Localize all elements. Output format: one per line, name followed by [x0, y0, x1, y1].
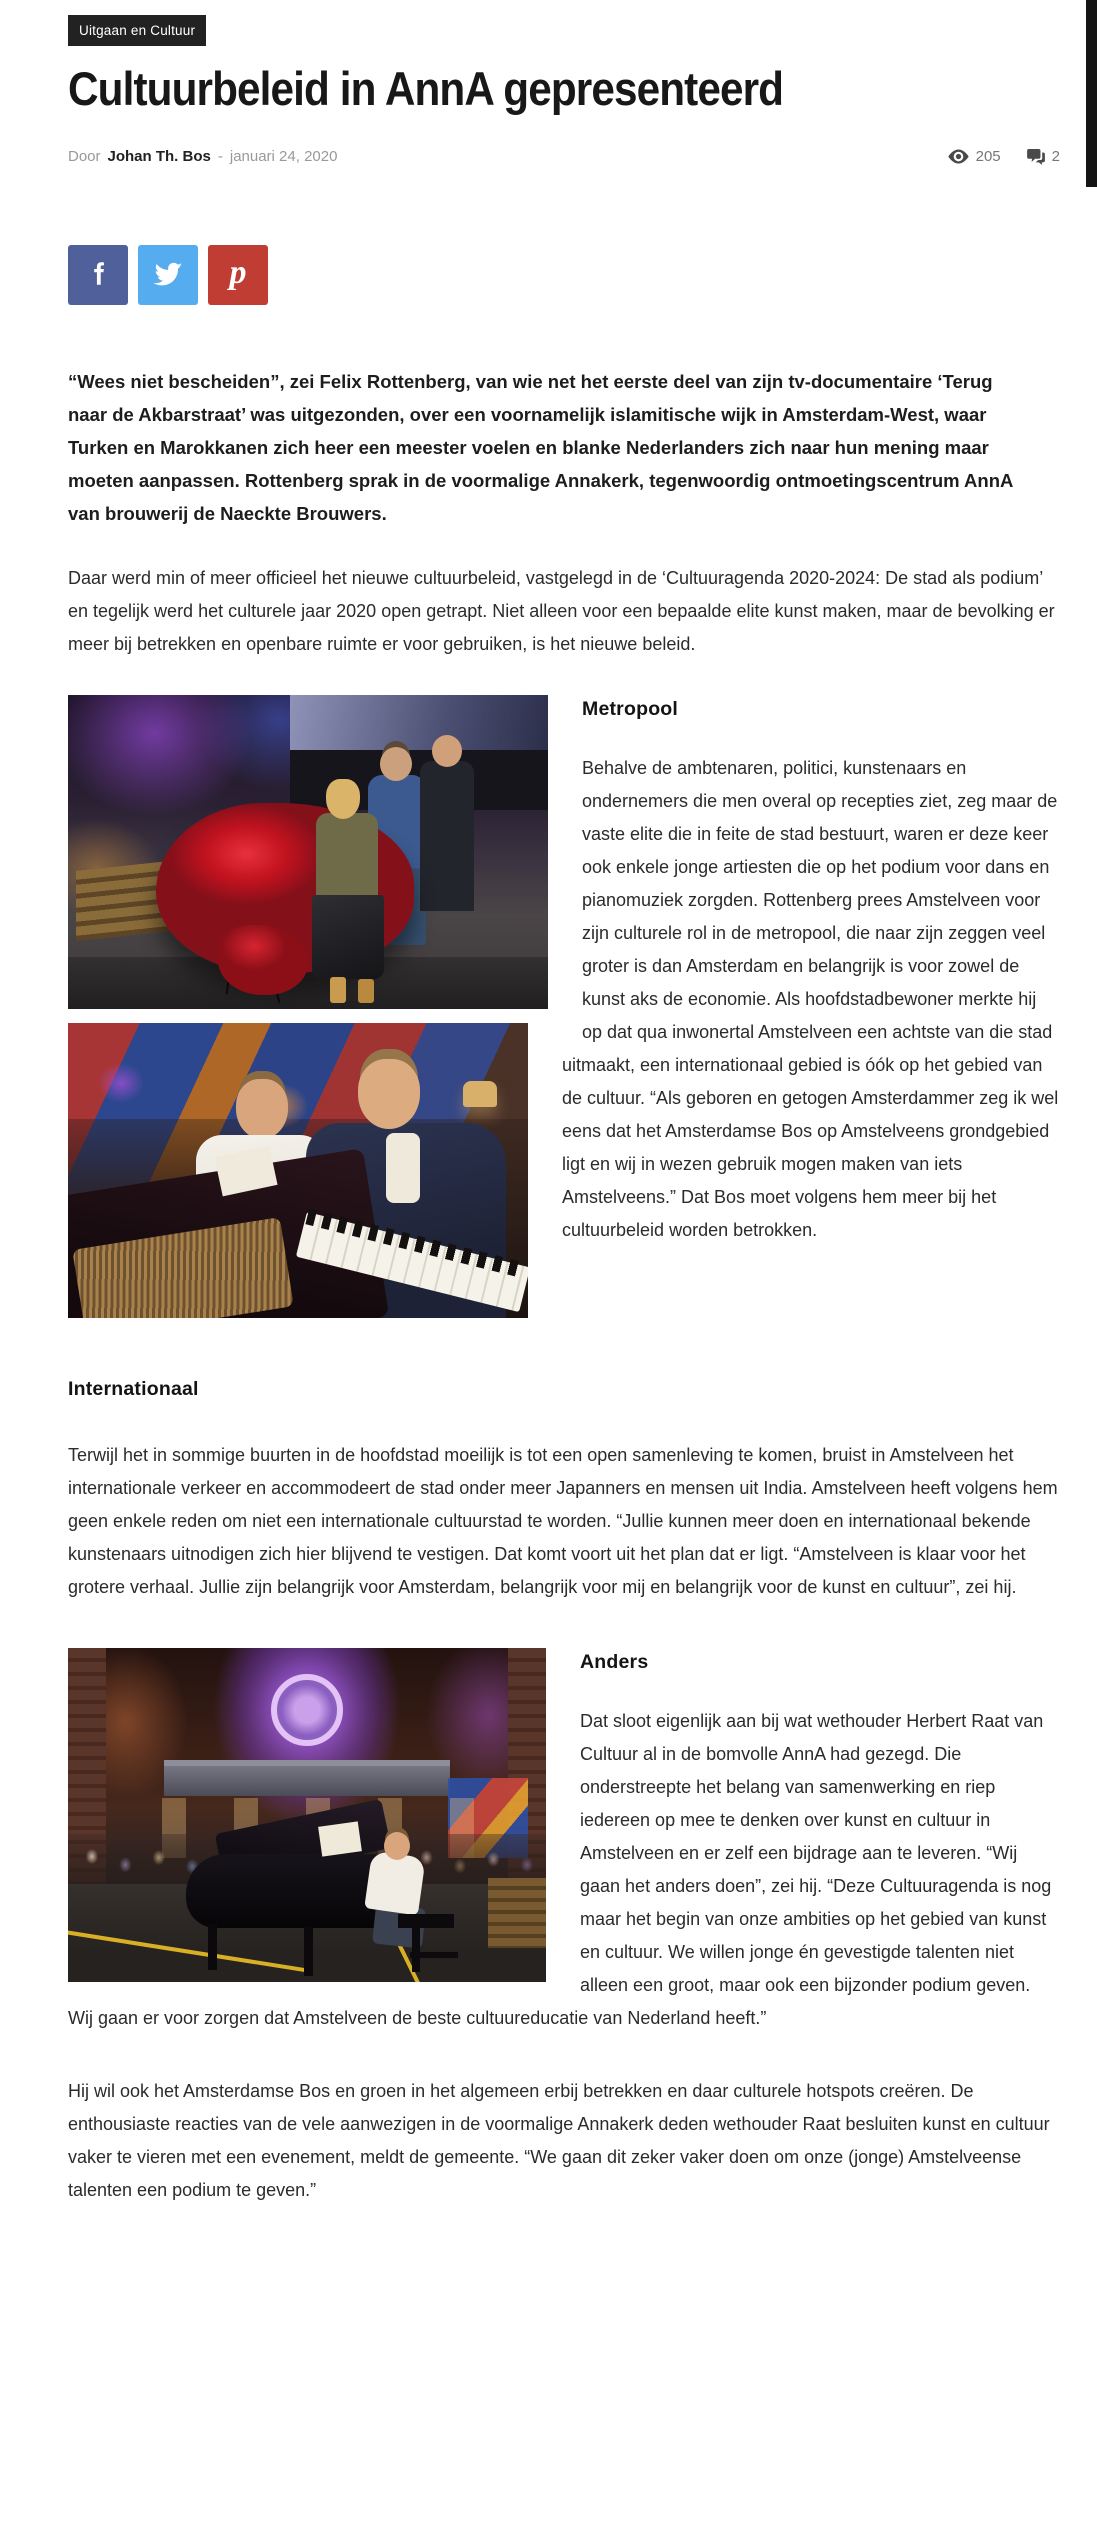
twitter-share-button[interactable]	[138, 245, 198, 305]
intro-paragraph: “Wees niet bescheiden”, zei Felix Rottenberg, van wie net het eerste deel van zijn tv-documentaire ‘Terug naar de Akbarstraat’ was uitgezonden, over een voornamelijk islamitische wijk in Amsterdam-West, waar Turken en Marokkanen zich heer een meester voelen en blanke Nederlanders zich naar hun mening maar moeten aanpassen. Rottenberg sprak in de voormalige Annakerk, tegenwoordig ontmoetingscentrum AnnA van brouwerij de Naeckte Brouwers.	[68, 371, 1013, 525]
scrollbar-thumb[interactable]	[1086, 0, 1097, 187]
image-piano	[186, 1854, 386, 1928]
category-badge[interactable]: Uitgaan en Cultuur	[68, 15, 206, 46]
image-detail	[488, 1878, 546, 1948]
section-heading-anders: Anders	[580, 1651, 649, 1674]
closing-paragraph: Hij wil ook het Amsterdamse Bos en groen in het algemeen erbij betrekken en daar culturele hotspots creëren. De enthousiaste reacties van de vele aanwezigen in de voormalige Annakerk deden wethouder Raat besluiten kunst en cultuur vaker te vieren met een evenement, meldt de gemeente. “We gaan dit zeker vaker doen om onze (jonge) Amstelveense talenten een podium te geven.”	[68, 2081, 1050, 2201]
page-title	[68, 63, 1060, 115]
byline-prefix: Door	[68, 148, 101, 166]
image-detail	[290, 695, 548, 753]
views-stat	[948, 148, 1001, 165]
image-detail	[358, 979, 374, 1003]
pinterest-share-button[interactable]	[208, 245, 268, 305]
comments-stat[interactable]	[1027, 148, 1060, 165]
image-person	[364, 1851, 426, 1916]
image-detail	[398, 1914, 454, 1928]
facebook-share-button[interactable]	[68, 245, 128, 305]
image-detail	[164, 1766, 450, 1796]
image-detail	[318, 1822, 362, 1857]
image-detail	[463, 1081, 497, 1107]
article-image-pianist-church	[68, 1648, 546, 1982]
comment-bubbles-icon	[1027, 149, 1045, 165]
image-person	[316, 813, 378, 903]
article-image-unveiling	[68, 695, 548, 1009]
article-image-two-pianists	[68, 1023, 528, 1318]
comment-count: 2	[1051, 148, 1060, 166]
section-body-internationaal: Terwijl het in sommige buurten in de hoofdstad moeilijk is tot een open samenleving te komen, bruist in Amstelveen het internationale verkeer en accommodeert de stad onder meer Japanners en mensen uit India. Amstelveen heeft volgens hem geen enkele reden om niet een internationale cultuurstad te worden. “Jullie kunnen meer doen en internationaal bekende kunstenaars uitnodigen zich hier blijvend te vestigen. Dat komt voort uit het plan dat er ligt. “Amstelveen is klaar voor het grotere verhaal. Jullie zijn belangrijk voor Amsterdam, belangrijk voor mij en belangrijk voor de kunst en cultuur”, zei hij.	[68, 1445, 1058, 1598]
image-person	[380, 747, 412, 781]
byline	[68, 148, 1060, 165]
section-heading-internationaal: Internationaal	[68, 1378, 199, 1401]
article-stats	[948, 148, 1060, 165]
section-metropool	[68, 695, 1060, 1332]
lead-paragraph: Daar werd min of meer officieel het nieuwe cultuurbeleid, vastgelegd in de ‘Cultuuragenda 2020-2024: De stad als podium’ en tegelijk werd het culturele jaar 2020 open getrapt. Niet alleen voor een bepaalde elite kunst maken, maar de bevolking er meer bij betrekken en openbare ruimte er voor gebruiken, is het nieuwe beleid.	[68, 568, 1055, 655]
image-person	[420, 761, 474, 911]
image-person	[236, 1079, 288, 1139]
article-container	[68, 0, 1060, 2257]
eye-icon	[948, 149, 969, 164]
byline-author-group	[68, 148, 337, 165]
image-detail	[330, 977, 346, 1003]
image-person	[384, 1832, 410, 1860]
image-person	[358, 1059, 420, 1129]
image-detail	[412, 1928, 420, 1972]
image-piano	[208, 1924, 217, 1970]
twitter-bird-icon	[153, 262, 183, 288]
section-body-metropool: Behalve de ambtenaren, politici, kunstenaars en ondernemers die men overal op recepties ziet, zeg maar de vaste elite die in feite de stad bestuurt, waren er deze keer ook enkele jonge artiesten die op het podium voor dans en pianomuziek zorgden. Rottenberg prees Amstelveen voor zijn culturele rol in de metropool, die naar zijn zeggen veel groter is dan Amsterdam en belangrijk is voor zowel de kunst aks de economie. Als hoofdstadbewoner merkte hij op dat qua inwonertal Amstelveen een achtste van die stad uitmaakt, een internationaal gebied is óók op het gebied van de cultuur. “Als geboren en getogen Amsterdammer zeg ik wel eens dat het Amsterdamse Bos op Amstelveens grondgebied ligt en wij in wezen gebruik mogen maken van iets Amstelveens.” Dat Bos moet volgens hem meer bij het cultuurbeleid worden betrokken.	[562, 758, 1059, 1241]
author-link[interactable]: Johan Th. Bos	[107, 148, 211, 166]
image-detail	[98, 1063, 144, 1103]
share-buttons	[68, 245, 1060, 305]
facebook-f-icon	[85, 262, 111, 288]
image-rose-window	[271, 1674, 343, 1746]
publish-date: januari 24, 2020	[229, 148, 338, 166]
page-title-text: Cultuurbeleid in AnnA gepresenteerd	[68, 61, 784, 115]
image-person	[312, 895, 384, 979]
section-heading-metropool: Metropool	[582, 698, 679, 721]
image-piano	[304, 1926, 313, 1976]
section-anders	[68, 1648, 1060, 2035]
view-count: 205	[975, 148, 1001, 166]
image-person	[432, 735, 462, 767]
image-person	[386, 1133, 420, 1203]
pinterest-p-icon: p	[229, 254, 247, 292]
image-person	[326, 779, 360, 819]
section-body-anders: Dat sloot eigenlijk aan bij wat wethouder Herbert Raat van Cultuur al in de bomvolle AnnA had gezegd. Die onderstreepte het belang van samenwerking en riep iedereen op mee te denken over kunst en cultuur in Amstelveen en er zelf een bijdrage aan te leveren. “Wij gaan het anders doen”, zei hij. “Deze Cultuuragenda is nog maar het begin van onze ambities op het gebied van kunst en cultuur. We willen jonge én gevestigde talenten niet alleen een groot, maar ook een bijzonder podium geven. Wij gaan er voor zorgen dat Amstelveen de beste cultuureducatie van Nederland heeft.”	[68, 1711, 1052, 2029]
byline-separator: -	[217, 148, 223, 166]
